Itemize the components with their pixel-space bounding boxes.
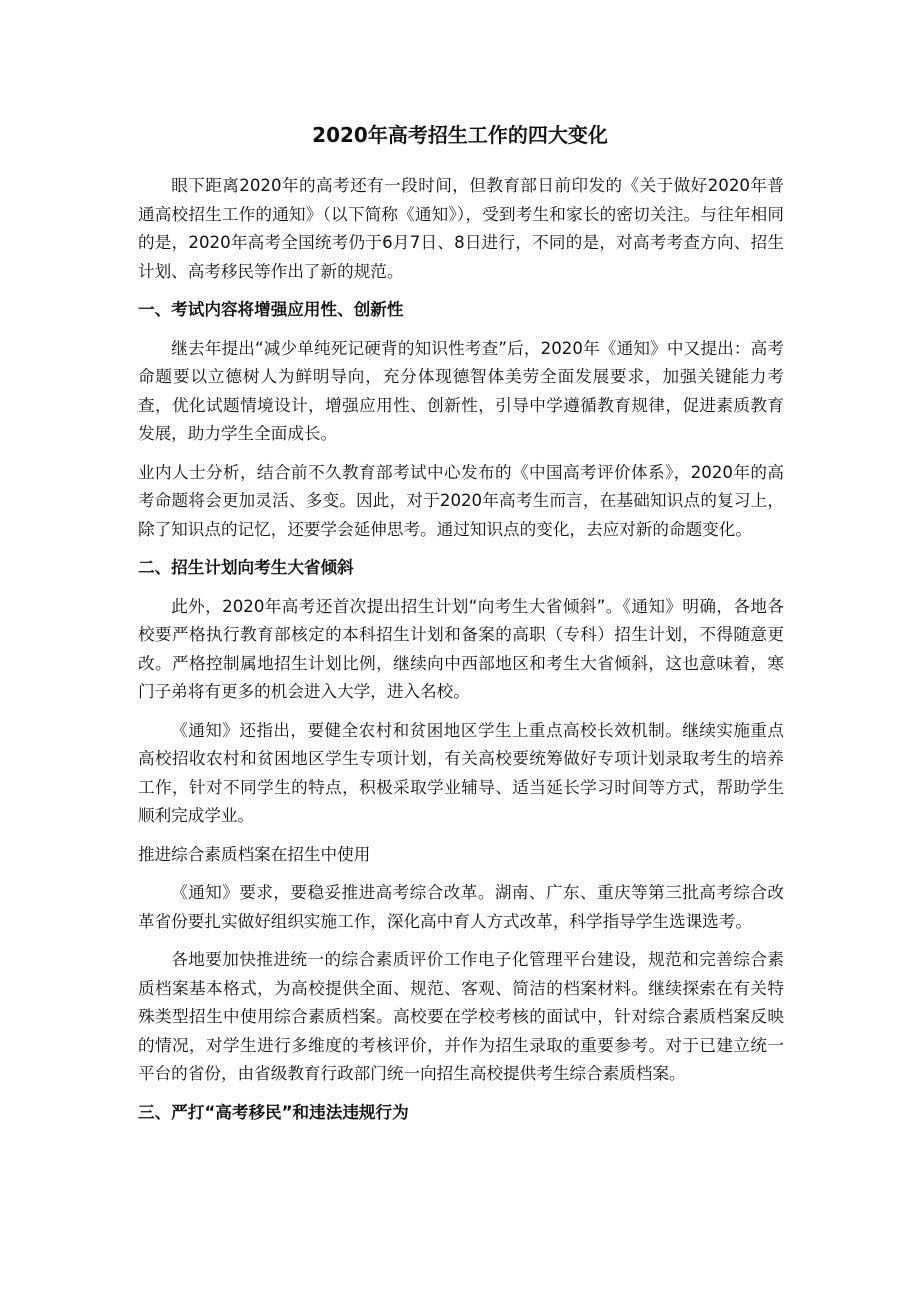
section-2-heading: 二、招生计划向考生大省倾斜 xyxy=(138,558,354,577)
section-2-paragraph-2: 《通知》还指出，要健全农村和贫困地区学生上重点高校长效机制。继续实施重点高校招收农村和贫困地区学生专项计划，有关高校要统筹做好专项计划录取考生的培养工作，针对不同学生的特点，积极采取学业辅导、适当延长学习时间等方式，帮助学生顺利完成学业。 xyxy=(138,720,784,825)
document-body xyxy=(138,172,784,1137)
section-1-paragraph-1: 继去年提出“减少单纯死记硬背的知识性考查”后，2020年《通知》中又提出：高考命题要以立德树人为鲜明导向，充分体现德智体美劳全面发展要求，加强关键能力考查，优化试题情境设计，增强应用性、创新性，引导中学遵循教育规律，促进素质教育发展，助力学生全面成长。 xyxy=(138,338,784,443)
section-2-subheading: 推进综合素质档案在招生中使用 xyxy=(138,844,371,864)
section-2-paragraph-1: 此外，2020年高考还首次提出招生计划“向考生大省倾斜”。《通知》明确，各地各校要严格执行教育部核定的本科招生计划和备案的高职（专科）招生计划，不得随意更改。严格控制属地招生计划比例，继续向中西部地区和考生大省倾斜，这也意味着，寒门子弟将有更多的机会进入大学，进入名校。 xyxy=(138,596,784,701)
section-2-paragraph-3: 《通知》要求，要稳妥推进高考综合改革。湖南、广东、重庆等第三批高考综合改革省份要扎实做好组织实施工作，深化高中育人方式改革，科学指导学生选课选考。 xyxy=(138,883,784,931)
section-1-paragraph-2: 业内人士分析，结合前不久教育部考试中心发布的《中国高考评价体系》，2020年的高考命题将会更加灵活、多变。因此，对于2020年高考生而言，在基础知识点的复习上，除了知识点的记忆，还要学会延伸思考。通过知识点的变化，去应对新的命题变化。 xyxy=(138,462,784,539)
section-3-heading: 三、严打“高考移民”和违法违规行为 xyxy=(138,1102,409,1122)
intro-paragraph: 眼下距离2020年的高考还有一段时间，但教育部日前印发的《关于做好2020年普通高校招生工作的通知》（以下简称《通知》），受到考生和家长的密切关注。与往年相同的是，2020年高考全国统考仍于6月7日、8日进行，不同的是，对高考考查方向、招生计划、高考移民等作出了新的规范。 xyxy=(138,176,784,281)
document-title: 2020年高考招生工作的四大变化 xyxy=(312,123,608,147)
section-1-heading: 一、考试内容将增强应用性、创新性 xyxy=(138,300,404,319)
section-2-paragraph-4: 各地要加快推进统一的综合素质评价工作电子化管理平台建设，规范和完善综合素质档案基本格式，为高校提供全面、规范、客观、简洁的档案材料。继续探索在有关特殊类型招生中使用综合素质档案。高校要在学校考核的面试中，针对综合素质档案反映的情况，对学生进行多维度的考核评价，并作为招生录取的重要参考。对于已建立统一平台的省份，由省级教育行政部门统一向招生高校提供考生综合素质档案。 xyxy=(138,950,784,1083)
